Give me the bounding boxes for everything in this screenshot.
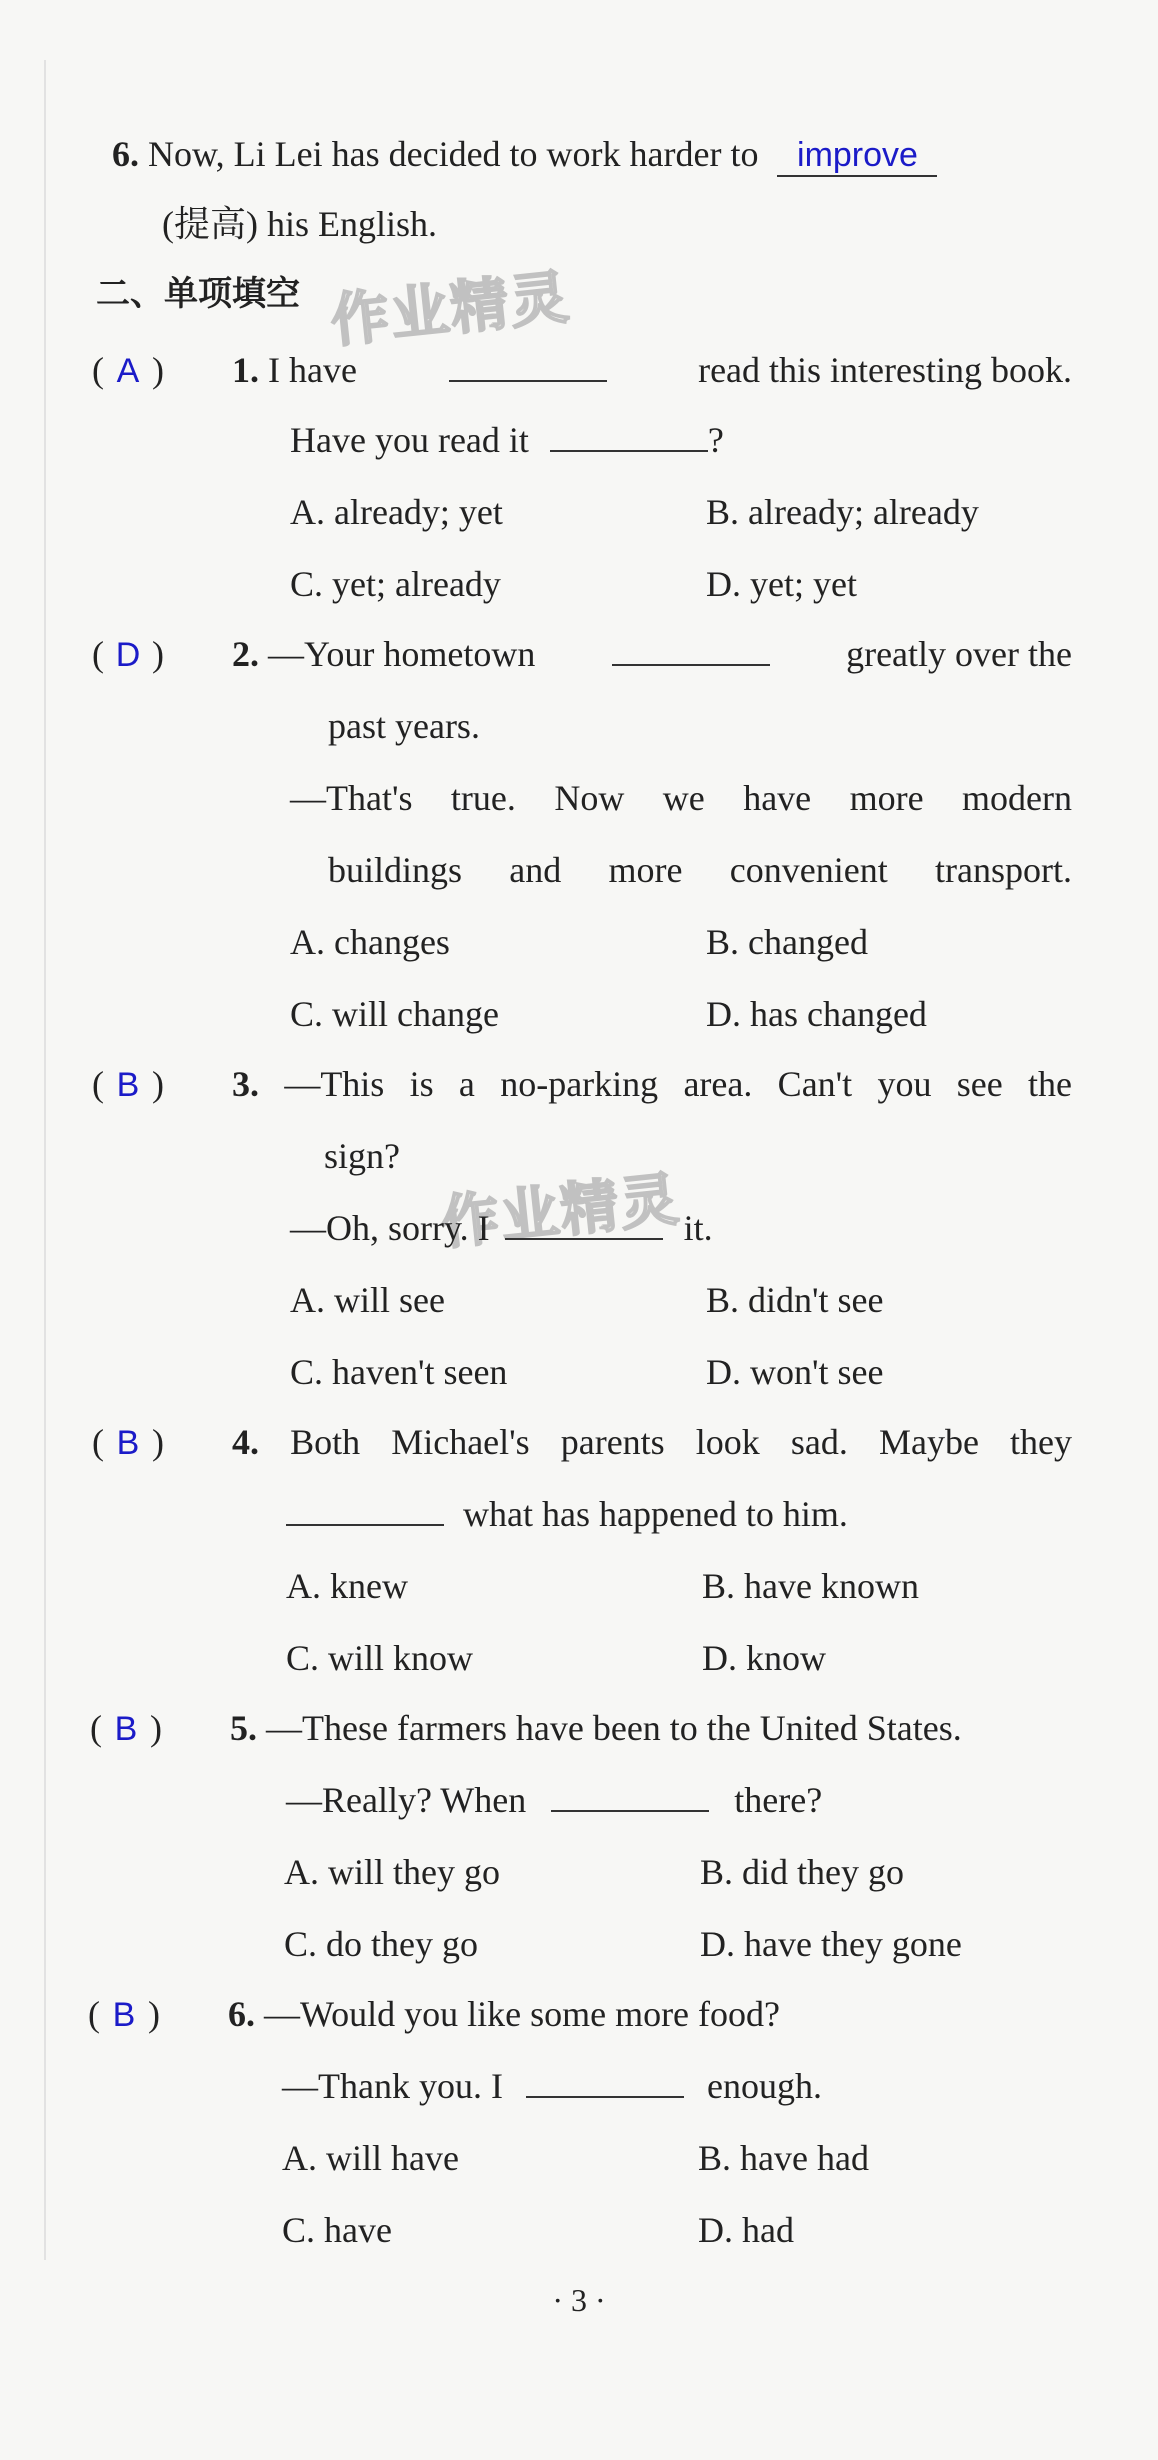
question-text: greatly over the <box>846 634 1072 674</box>
option-c[interactable]: C. have <box>282 2210 392 2250</box>
question-text: —Would you like some more food? <box>264 1994 781 2034</box>
blank[interactable] <box>612 634 770 666</box>
margin-rule <box>44 60 46 2260</box>
question-4-line1 <box>232 1420 1072 1464</box>
fill-question-6-line2: (提高) his English. <box>162 204 437 244</box>
option-a[interactable]: A. knew <box>286 1566 408 1606</box>
blank[interactable] <box>505 1208 663 1240</box>
question-text: it. <box>683 1208 713 1248</box>
option-c[interactable]: C. do they go <box>284 1924 478 1964</box>
answer-mark[interactable]: B <box>114 1710 138 1748</box>
question-number: 6. <box>112 134 139 174</box>
blank[interactable] <box>286 1494 444 1526</box>
answer-mark[interactable]: D <box>115 636 141 674</box>
section-title: 二、单项填空 <box>96 274 300 314</box>
option-b[interactable]: B. did they go <box>700 1852 904 1892</box>
question-3-line1 <box>232 1062 1072 1106</box>
question-text: Have you read it <box>290 420 529 460</box>
question-text: —Thank you. I <box>282 2066 503 2106</box>
question-number: 2. <box>232 634 259 674</box>
option-a[interactable]: A. will they go <box>284 1852 500 1892</box>
question-text: —Really? When <box>286 1780 527 1820</box>
answer-paren: ( B ) <box>88 1992 160 2037</box>
question-number: 4. <box>232 1422 259 1462</box>
option-b[interactable]: B. changed <box>706 922 868 962</box>
answer-mark[interactable]: A <box>116 352 140 390</box>
option-a[interactable]: A. already; yet <box>290 492 503 532</box>
question-text: —These farmers have been to the United States. <box>266 1708 962 1748</box>
question-2-line4: buildings and more convenient transport. <box>328 850 1072 890</box>
question-6-line1 <box>228 1992 780 2036</box>
question-2-line1 <box>232 632 1072 676</box>
question-4-line2 <box>286 1492 848 1536</box>
question-3-line3 <box>290 1206 713 1250</box>
question-number: 1. <box>232 350 259 390</box>
blank[interactable] <box>449 350 607 382</box>
question-number: 6. <box>228 1994 255 2034</box>
option-d[interactable]: D. has changed <box>706 994 927 1034</box>
question-number: 5. <box>230 1708 257 1748</box>
question-6-line2 <box>282 2064 822 2108</box>
option-a[interactable]: A. changes <box>290 922 450 962</box>
option-b[interactable]: B. already; already <box>706 492 979 532</box>
question-text: what has happened to him. <box>463 1494 848 1534</box>
question-text: —Oh, sorry. I <box>290 1208 490 1248</box>
question-text: I have <box>268 350 357 390</box>
option-d[interactable]: D. won't see <box>706 1352 884 1392</box>
option-d[interactable]: D. yet; yet <box>706 564 857 604</box>
answer-mark[interactable]: B <box>116 1424 140 1462</box>
option-d[interactable]: D. know <box>702 1638 826 1678</box>
page-number: · 3 · <box>552 2282 606 2318</box>
question-5-line1 <box>230 1706 962 1750</box>
answer-paren: ( B ) <box>92 1062 164 1107</box>
question-1-line2 <box>290 418 724 462</box>
answer-paren: ( B ) <box>90 1706 162 1751</box>
option-c[interactable]: C. will change <box>290 994 499 1034</box>
blank[interactable] <box>550 420 708 452</box>
option-b[interactable]: B. have known <box>702 1566 919 1606</box>
question-5-line2 <box>286 1778 822 1822</box>
answer-blank[interactable]: improve <box>777 135 937 177</box>
option-d[interactable]: D. had <box>698 2210 794 2250</box>
question-3-line2: sign? <box>324 1136 400 1176</box>
option-d[interactable]: D. have they gone <box>700 1924 962 1964</box>
option-c[interactable]: C. will know <box>286 1638 474 1678</box>
option-c[interactable]: C. haven't seen <box>290 1352 508 1392</box>
blank[interactable] <box>526 2066 684 2098</box>
question-1-line1 <box>232 348 1072 392</box>
question-2-line3: —That's true. Now we have more modern <box>290 778 1072 818</box>
question-text: —Your hometown <box>268 634 536 674</box>
option-b[interactable]: B. didn't see <box>706 1280 884 1320</box>
watermark: 作业精灵 <box>437 1164 684 1258</box>
blank[interactable] <box>551 1780 709 1812</box>
question-text: enough. <box>706 2066 822 2106</box>
answer-paren: ( D ) <box>92 632 164 677</box>
answer-paren: ( A ) <box>92 348 164 393</box>
answer-paren: ( B ) <box>92 1420 164 1465</box>
answer-mark[interactable]: B <box>116 1066 140 1104</box>
fill-question-6 <box>112 132 937 177</box>
option-b[interactable]: B. have had <box>698 2138 869 2178</box>
question-text: read this interesting book. <box>698 350 1072 390</box>
question-number: 3. <box>232 1064 259 1104</box>
question-text: there? <box>734 1780 823 1820</box>
question-text: Both Michael's parents look sad. Maybe they <box>290 1422 1072 1462</box>
question-text: Now, Li Lei has decided to work harder to <box>148 134 759 174</box>
question-text: —This is a no-parking area. Can't you see the <box>284 1064 1073 1104</box>
question-2-line2: past years. <box>328 706 480 746</box>
option-a[interactable]: A. will have <box>282 2138 459 2178</box>
option-c[interactable]: C. yet; already <box>290 564 501 604</box>
question-text: ? <box>707 420 724 460</box>
option-a[interactable]: A. will see <box>290 1280 445 1320</box>
watermark: 作业精灵 <box>327 262 574 356</box>
answer-mark[interactable]: B <box>112 1996 136 2034</box>
